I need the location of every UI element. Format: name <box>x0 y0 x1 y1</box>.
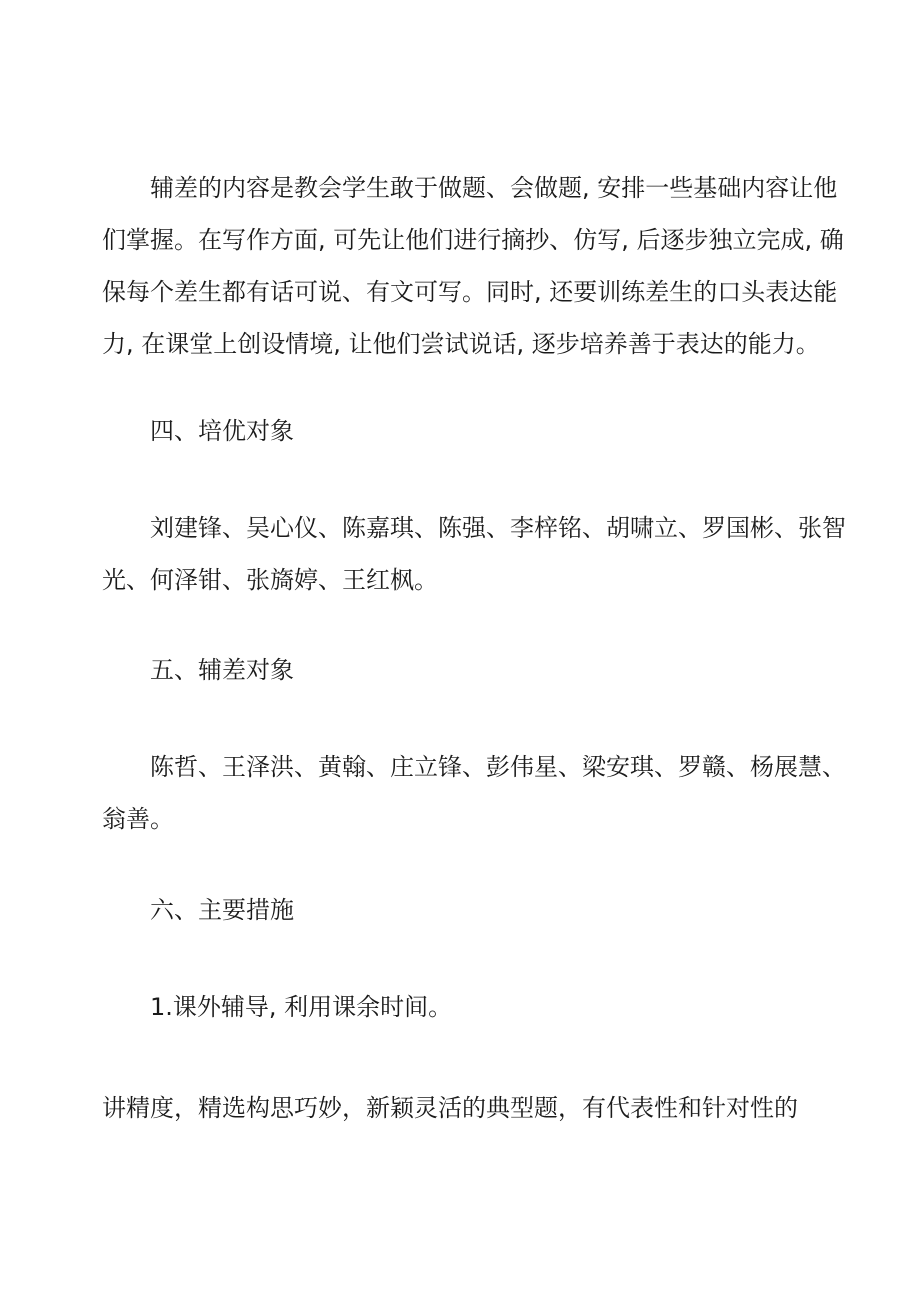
list-line: 光、何泽钳、张旖婷、王红枫。 <box>102 566 438 594</box>
paragraph-remedial-content <box>102 162 844 370</box>
section-heading-excellent: 四、培优对象 <box>150 417 294 445</box>
section-heading-measures: 六、主要措施 <box>150 896 294 924</box>
paragraph-line: 辅差的内容是教会学生敢于做题、会做题, 安排一些基础内容让他 <box>150 174 838 202</box>
remedial-students-list <box>102 741 846 845</box>
excellent-students-list <box>102 502 846 606</box>
trailing-paragraph: 讲精度，精选构思巧妙，新颖灵活的典型题，有代表性和针对性的 <box>102 1094 798 1122</box>
paragraph-line: 们掌握。在写作方面, 可先让他们进行摘抄、仿写, 后逐步独立完成, 确 <box>102 226 844 254</box>
measure-item-1: 1.课外辅导, 利用课余时间。 <box>150 993 453 1021</box>
list-line: 翁善。 <box>102 805 174 833</box>
section-heading-remedial: 五、辅差对象 <box>150 656 294 684</box>
paragraph-line: 保每个差生都有话可说、有文可写。同时, 还要训练差生的口头表达能 <box>102 278 838 306</box>
list-line: 刘建锋、吴心仪、陈嘉琪、陈强、李梓铭、胡啸立、罗国彬、张智 <box>150 514 846 542</box>
paragraph-line: 力, 在课堂上创设情境, 让他们尝试说话, 逐步培养善于表达的能力。 <box>102 330 820 358</box>
list-line: 陈哲、王泽洪、黄翰、庄立锋、彭伟星、梁安琪、罗赣、杨展慧、 <box>150 753 846 781</box>
